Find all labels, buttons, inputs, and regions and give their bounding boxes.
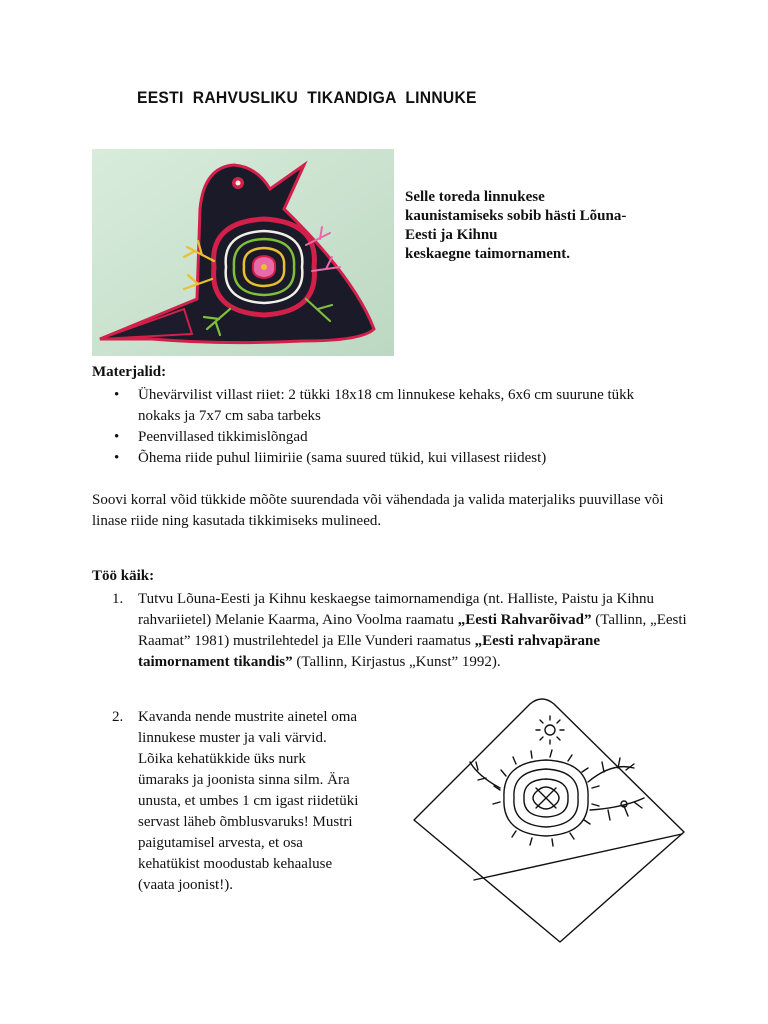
pattern-drawing	[412, 692, 690, 944]
step-line: Lõika kehatükkide üks nurk	[138, 751, 306, 767]
intro-line: Selle toreda linnukese	[405, 189, 545, 205]
list-item-text: Õhema riide puhul liimiriie (sama suured tükid, kui villasest riidest)	[138, 450, 547, 466]
work-heading: Töö käik:	[92, 568, 155, 584]
step-line: paigutamisel arvesta, et osa	[138, 835, 303, 851]
step-text: (Tallinn, Kirjastus „Kunst” 1992).	[292, 654, 501, 670]
book-title: „Eesti rahvapärane taimornament tikandis”	[138, 633, 601, 670]
step-line: kehatükist moodustab kehaaluse	[138, 856, 333, 872]
list-item-text: Peenvillased tikkimislõngad	[138, 429, 308, 445]
intro-line: Eesti ja Kihnu	[405, 227, 498, 243]
step-line: ümaraks ja joonista sinna silm. Ära	[138, 772, 350, 788]
step-line: servast läheb õmblusvaruks! Mustri	[138, 814, 353, 830]
materials-heading: Materjalid:	[92, 364, 167, 380]
list-item	[92, 448, 672, 469]
step-line: (vaata joonist!).	[138, 877, 233, 893]
step-line: linnukese muster ja vali värvid.	[138, 730, 327, 746]
materials-list	[92, 385, 672, 469]
step-text: Tutvu Lõuna-Eesti ja Kihnu keskaegse taimornamendiga (nt. Halliste, Paistu ja Kihnu rahvariietel) Melanie Kaarma, Aino Voolma raamatu	[138, 591, 655, 628]
bullet-icon: •	[114, 429, 120, 445]
intro-text	[405, 188, 695, 264]
step-number: 1.	[112, 591, 124, 607]
bird-photo	[92, 149, 394, 356]
intro-line: kaunistamiseks sobib hästi Lõuna-	[405, 208, 627, 224]
step-line: Kavanda nende mustrite ainetel oma	[138, 709, 358, 725]
list-item-text: Ühevärvilist villast riiet: 2 tükki 18x18 cm linnukese kehaks, 6x6 cm suurune tükk nokaks ja 7x7 cm saba tarbeks	[138, 387, 635, 424]
step-text: (Tallinn, „Eesti Raamat” 1981) mustrilehtedel ja Elle Vunderi raamatus	[138, 612, 687, 649]
step-1	[92, 589, 692, 673]
intro-line: keskaegne taimornament.	[405, 246, 570, 262]
step-line: unusta, et umbes 1 cm igast riidetüki	[138, 793, 359, 809]
book-title: „Eesti Rahvarõivad”	[457, 612, 592, 628]
note-paragraph: Soovi korral võid tükkide mõõte suurendada või vähendada ja valida materjaliks puuvillase või linase riide ning kasutada tikkimiseks mulineed.	[92, 492, 664, 529]
list-item	[92, 385, 672, 427]
bullet-icon: •	[114, 387, 120, 403]
document-title: EESTI RAHVUSLIKU TIKANDIGA LINNUKE	[137, 88, 477, 107]
list-item	[92, 427, 672, 448]
bullet-icon: •	[114, 450, 120, 466]
step-number: 2.	[112, 709, 124, 725]
step-2	[92, 707, 422, 896]
